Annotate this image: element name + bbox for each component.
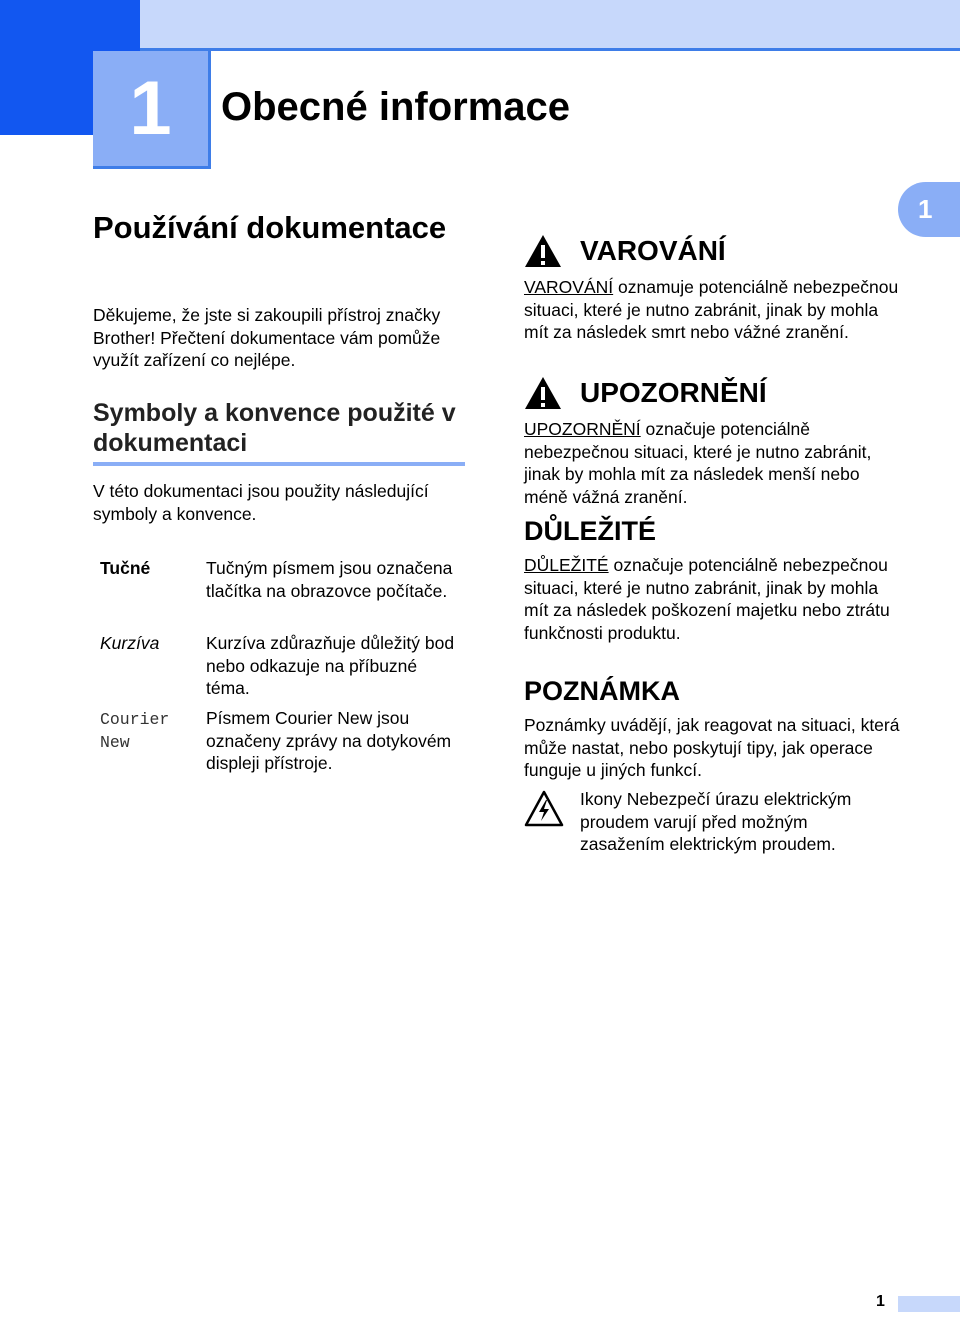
- page-number: 1: [876, 1293, 885, 1310]
- intro-paragraph: Děkujeme, že jste si zakoupili přístroj značky Brother! Přečtení dokumentace vám pomůže využít zařízení co nejlépe.: [93, 305, 441, 370]
- caution-block: [524, 376, 904, 508]
- note-block: [524, 674, 904, 782]
- note-title: POZNÁMKA: [524, 676, 680, 706]
- convention-desc-italic: Kurzíva zdůrazňuje důležitý bod nebo odkazuje na příbuzné téma.: [206, 633, 455, 698]
- caution-title: UPOZORNĚNÍ: [580, 377, 767, 408]
- important-title: DŮLEŽITÉ: [524, 516, 656, 546]
- convention-term-courier: Courier New: [100, 710, 170, 752]
- convention-term-italic: Kurzíva: [100, 633, 160, 653]
- warning-block: [524, 234, 904, 344]
- convention-desc-bold: Tučným písmem jsou označena tlačítka na obrazovce počítače.: [206, 558, 453, 601]
- caution-text: označuje potenciálně nebezpečnou situaci, které je nutno zabránit, jinak by mohla mít za následek menší nebo méně vážná zranění.: [524, 419, 872, 507]
- warning-triangle-icon: [524, 234, 562, 268]
- warning-title: VAROVÁNÍ: [580, 235, 726, 266]
- warning-text: oznamuje potenciálně nebezpečnou situaci, které je nutno zabránit, jinak by mohla mít za následek smrt nebo vážné zranění.: [524, 277, 899, 342]
- symbols-title: Symboly a konvence použité v dokumentaci: [93, 399, 456, 457]
- caution-keyword: UPOZORNĚNÍ: [524, 419, 641, 439]
- footer-bar: [898, 1296, 960, 1312]
- important-text: označuje potenciálně nebezpečnou situaci, které je nutno zabránit, jinak by mohla mít za následek poškození majetku nebo ztrátu funkčnosti produktu.: [524, 555, 890, 643]
- note-text: Poznámky uvádějí, jak reagovat na situaci, která může nastat, nebo poskytují tipy, jak operace funguje u jiných funkcí.: [524, 715, 900, 780]
- convention-term-bold: Tučné: [100, 558, 151, 578]
- symbols-title-rule: [93, 462, 465, 466]
- chapter-number-box: 1: [93, 51, 211, 169]
- caution-triangle-icon: [524, 376, 562, 410]
- section-title: Používání dokumentace: [93, 210, 447, 245]
- electric-hazard-icon: [524, 790, 564, 828]
- convention-desc-courier: Písmem Courier New jsou označeny zprávy na dotykovém displeji přístroje.: [206, 708, 452, 773]
- important-block: [524, 514, 904, 644]
- side-chapter-tab: 1: [898, 182, 960, 237]
- warning-keyword: VAROVÁNÍ: [524, 277, 614, 297]
- electric-hazard-block: [524, 788, 904, 856]
- symbols-intro: V této dokumentaci jsou použity následující symboly a konvence.: [93, 481, 429, 524]
- header-light-band: [140, 0, 960, 48]
- important-keyword: DŮLEŽITÉ: [524, 555, 609, 575]
- electric-hazard-text: Ikony Nebezpečí úrazu elektrickým proudem varují před možným zasažením elektrickým proudem.: [580, 789, 852, 854]
- header-rule: [140, 48, 960, 51]
- chapter-title: Obecné informace: [221, 85, 571, 129]
